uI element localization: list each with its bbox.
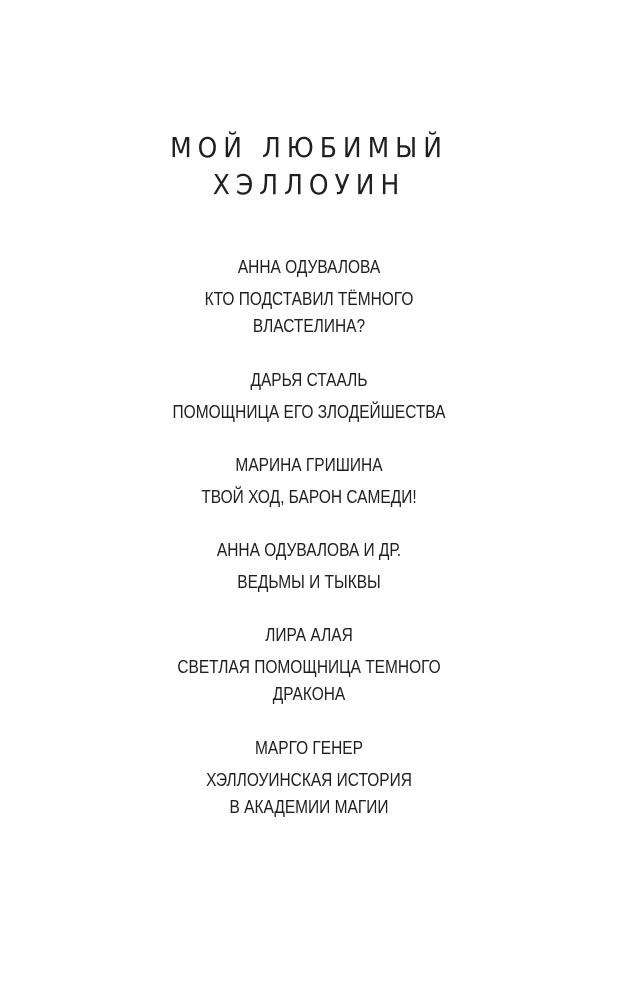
story-author: АННА ОДУВАЛОВА: [237, 257, 381, 277]
story-title-line: ТВОЙ ХОД, БАРОН САМЕДИ!: [201, 487, 417, 507]
book-title-line-2: ХЭЛЛОУИН: [212, 168, 406, 201]
story-title-line: СВЕТЛАЯ ПОМОЩНИЦА ТЕМНОГО: [177, 657, 441, 677]
story-author: МАРГО ГЕНЕР: [255, 738, 363, 758]
story-author: ДАРЬЯ СТААЛЬ: [250, 370, 368, 390]
story-author: МАРИНА ГРИШИНА: [235, 455, 383, 475]
book-title-line-1: МОЙ ЛЮБИМЫЙ: [170, 131, 448, 164]
story-title-line: В АКАДЕМИИ МАГИИ: [229, 797, 389, 817]
story-title-line: ХЭЛЛОУИНСКАЯ ИСТОРИЯ: [206, 770, 412, 790]
story-title-line: ВЕДЬМЫ И ТЫКВЫ: [237, 572, 381, 592]
story-title-line: ДРАКОНА: [272, 684, 346, 704]
story-title-line: ПОМОЩНИЦА ЕГО ЗЛОДЕЙШЕСТВА: [172, 402, 446, 422]
story-author: АННА ОДУВАЛОВА И ДР.: [216, 540, 402, 560]
story-title-line: ВЛАСТЕЛИНА?: [252, 316, 366, 336]
story-title-line: КТО ПОДСТАВИЛ ТЁМНОГО: [204, 289, 414, 309]
story-author: ЛИРА АЛАЯ: [265, 625, 353, 645]
